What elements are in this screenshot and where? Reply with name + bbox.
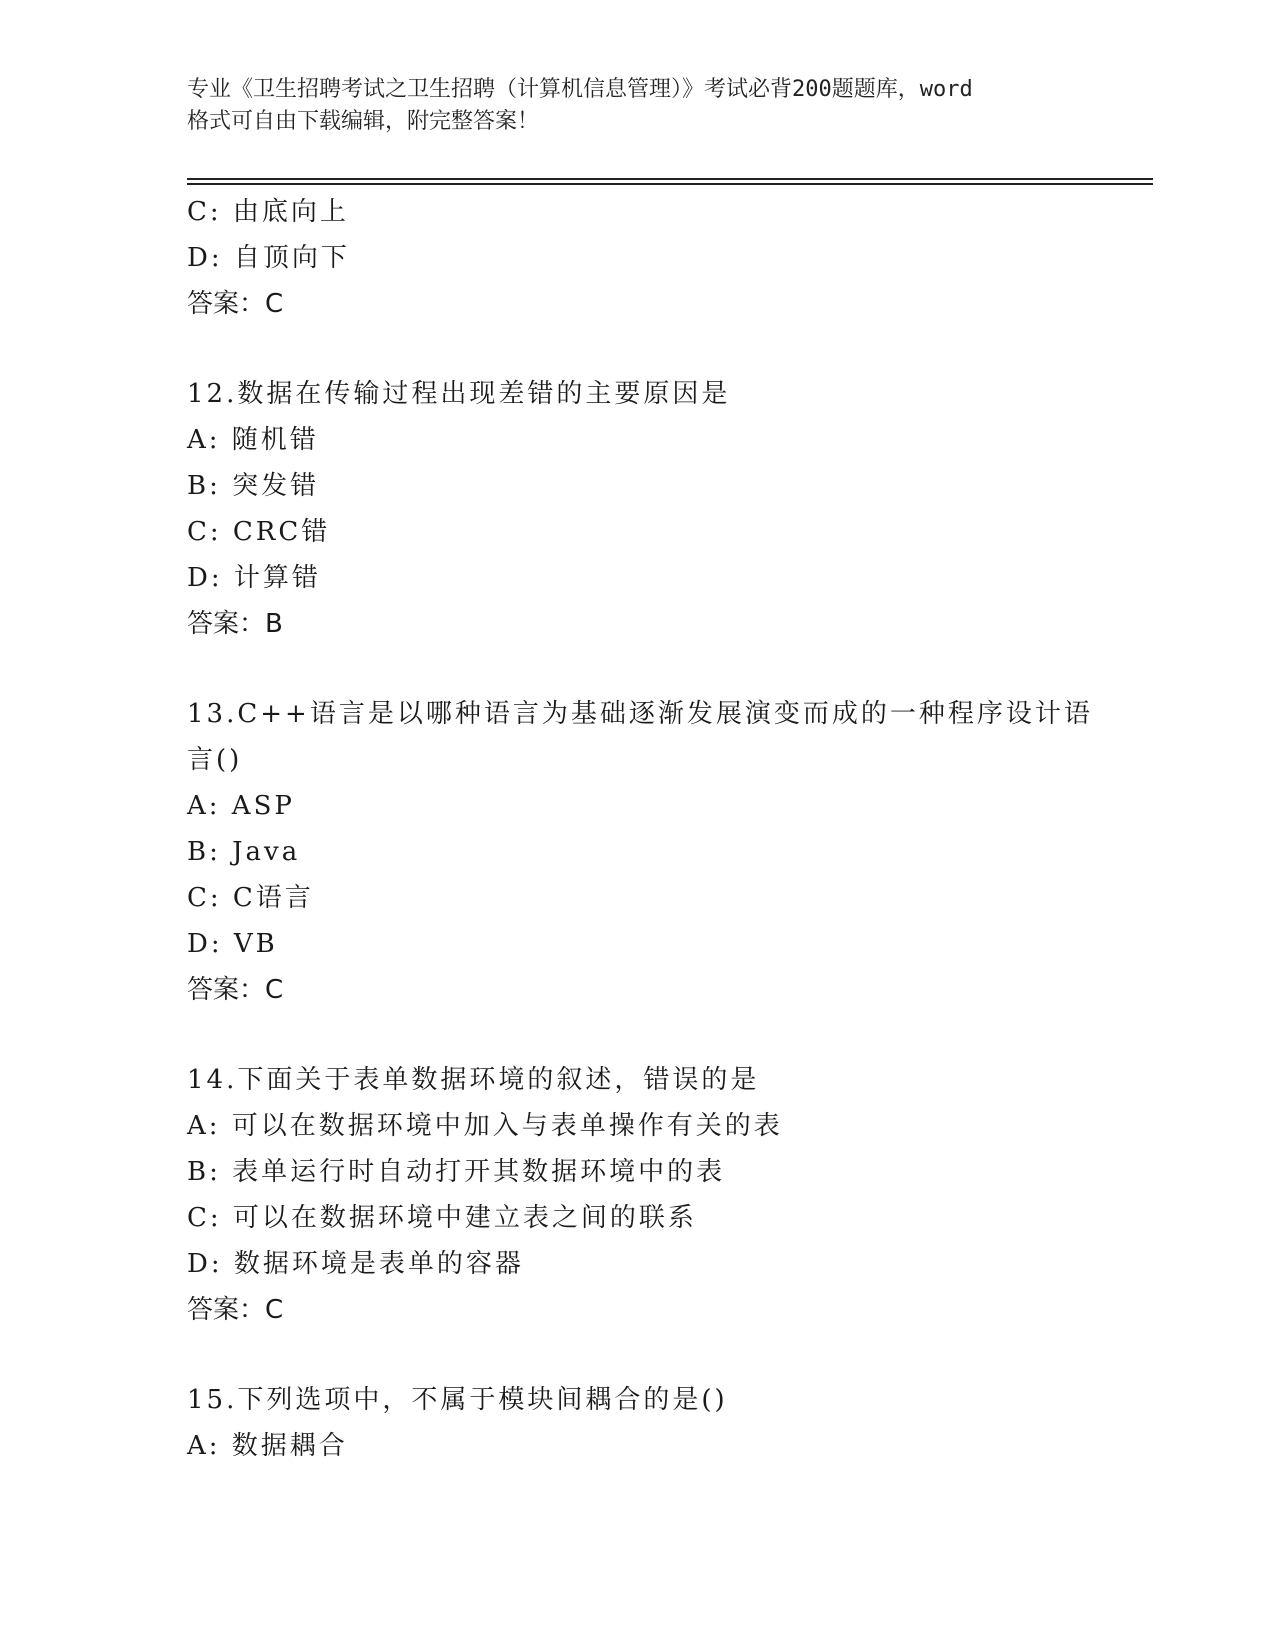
option-c: C: 由底向上 [187, 197, 349, 227]
option-d: D: 自顶向下 [187, 243, 350, 273]
option-b: B: 突发错 [187, 471, 320, 501]
option-b: B: 表单运行时自动打开其数据环境中的表 [187, 1157, 726, 1187]
question-stem-continued: 言() [187, 745, 243, 775]
option-c: C: 可以在数据环境中建立表之间的联系 [187, 1203, 697, 1233]
question-stem: 15.下列选项中，不属于模块间耦合的是() [187, 1385, 728, 1415]
answer-line: 答案：C [187, 289, 284, 319]
question-list [187, 189, 1117, 1469]
question-stem: 12.数据在传输过程出现差错的主要原因是 [187, 379, 731, 409]
question-13 [187, 691, 1117, 1013]
question-12 [187, 371, 1117, 647]
question-stem: 13.C++语言是以哪种语言为基础逐渐发展演变而成的一种程序设计语 [187, 699, 1093, 729]
spacer [187, 647, 1117, 691]
option-d: D: 数据环境是表单的容器 [187, 1249, 524, 1279]
question-14 [187, 1057, 1117, 1333]
question-15 [187, 1377, 1117, 1469]
option-a: A: 随机错 [187, 425, 319, 455]
question-11-tail [187, 189, 1117, 327]
answer-line: 答案：C [187, 1295, 284, 1325]
option-c: C: CRC错 [187, 517, 331, 547]
spacer [187, 1013, 1117, 1057]
spacer [187, 1333, 1117, 1377]
header-rule-top [187, 178, 1153, 180]
answer-line: 答案：C [187, 975, 284, 1005]
option-b: B: Java [187, 837, 301, 867]
option-a: A: 可以在数据环境中加入与表单操作有关的表 [187, 1111, 783, 1141]
option-a: A: 数据耦合 [187, 1431, 348, 1461]
option-c: C: C语言 [187, 883, 314, 913]
header-line-1: 专业《卫生招聘考试之卫生招聘（计算机信息管理）》考试必背200题题库，word [187, 77, 973, 102]
spacer [187, 327, 1117, 371]
option-a: A: ASP [187, 791, 295, 821]
option-d: D: VB [187, 929, 278, 959]
question-stem: 14.下面关于表单数据环境的叙述，错误的是 [187, 1065, 760, 1095]
option-d: D: 计算错 [187, 563, 321, 593]
header-line-2: 格式可自由下载编辑，附完整答案！ [187, 109, 540, 134]
header-rule-bottom [187, 183, 1153, 185]
document-header [187, 74, 1087, 138]
answer-line: 答案：B [187, 609, 283, 639]
